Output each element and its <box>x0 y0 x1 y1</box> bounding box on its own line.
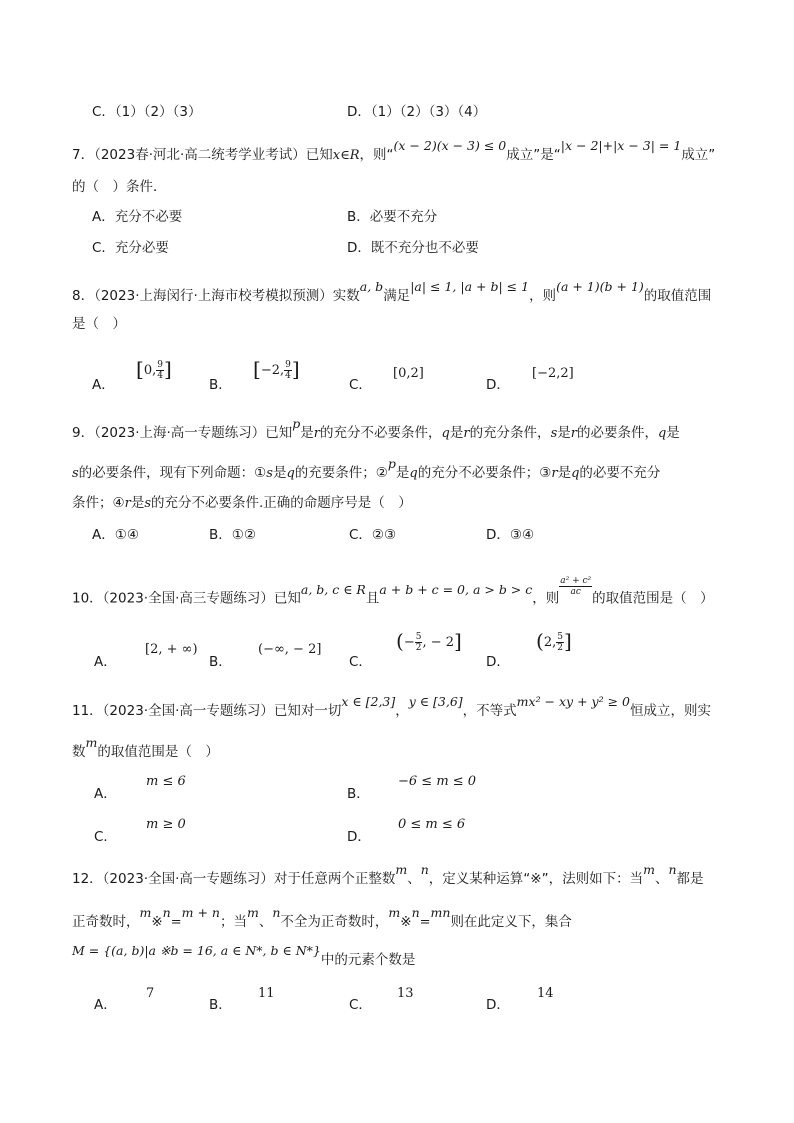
q10-vars: a, b, c ∈ R <box>300 581 366 597</box>
q7-text2: 成立”是“ <box>506 147 561 163</box>
q8-option-b-label: B． <box>209 377 232 393</box>
q12-eq: = <box>419 915 431 930</box>
q12-t: 不全为正奇数时， <box>280 914 389 930</box>
q12-option-d-label: D． <box>486 997 510 1013</box>
q7-option-b: B．必要不充分 <box>347 209 438 225</box>
q12-source: 12．（2023·全国·高一专题练习）对于任意两个正整数 <box>72 871 396 887</box>
q8-option-a-value: [0, $\frac{9}{4}$ ] <box>136 357 172 381</box>
q12-op: ※ <box>151 914 163 930</box>
q9-t: 的充要条件；② <box>294 465 388 481</box>
q12-option-c-value: 13 <box>397 986 414 1001</box>
q8-cond: |a| ≤ 1, |a + b| ≤ 1 <box>410 279 530 294</box>
q9-t: 是 <box>300 425 314 441</box>
q11-t: 的取值范围是（ ） <box>97 744 219 760</box>
q10-c-den: 2 <box>415 643 422 653</box>
q11-t: 数 <box>72 744 86 760</box>
q12-option-b-value: 11 <box>258 986 275 1001</box>
q9-stem-line1 <box>72 416 680 443</box>
q8-b-left: −2, <box>260 363 285 378</box>
q10-option-c-value: (− $\frac{5}{2}$ , − 2] <box>396 629 462 653</box>
q12-eq: = <box>170 915 182 930</box>
q10-option-a-value: [2, + ∞) <box>145 642 198 657</box>
q9-t: 的充分不必要条件；③ <box>417 465 552 481</box>
q7-option-c: C．充分必要 <box>92 240 169 256</box>
q8-option-d-label: D． <box>486 377 510 393</box>
q9-s: s <box>72 466 79 481</box>
q8-option-c-value: [0,2] <box>393 366 424 381</box>
q10-c-num: 5 <box>415 632 422 642</box>
q9-option-b: B．①② <box>209 527 256 543</box>
q10-c-neg: − <box>403 635 415 650</box>
q11-option-d-label: D． <box>347 829 371 845</box>
q9-s: s <box>266 466 273 481</box>
q10-fraction <box>559 576 592 597</box>
q8-text3: 的取值范围 <box>643 288 712 304</box>
q8-b-den: 4 <box>285 371 291 381</box>
q11-x-range: x ∈ [2,3] <box>341 694 396 709</box>
q12-n: n <box>668 862 677 877</box>
q9-q: q <box>657 426 667 441</box>
q11-stem-line1 <box>72 694 711 720</box>
q7-option-d: D．既不充分也不必要 <box>347 240 479 256</box>
q12-t: 都是 <box>676 871 704 887</box>
q9-stem-line2 <box>72 456 661 483</box>
q9-t: 条件；④ <box>72 495 125 511</box>
q9-t: 的充分不必要条件.正确的命题序号是（ ） <box>151 495 412 511</box>
q11-sep: ， <box>395 703 409 719</box>
q8-expr: (a + 1)(b + 1) <box>556 279 644 294</box>
q11-t: 恒成立，则实 <box>629 703 711 719</box>
q11-t: ，不等式 <box>462 703 517 719</box>
q8-a-den: 4 <box>157 371 163 381</box>
q11-option-c-label: C． <box>94 829 117 845</box>
q7-text1: ，则“ <box>359 147 394 163</box>
q7-stem-line1 <box>72 138 716 165</box>
q9-t: 的必要条件，现有下列命题：① <box>78 465 267 481</box>
q10-option-d-label: D． <box>486 654 510 670</box>
q8-option-c-label: C． <box>349 377 372 393</box>
q8-stem-line2: 是（ ） <box>72 316 126 332</box>
q8-option-d-value: [−2,2] <box>532 366 574 381</box>
q12-result1: m + n <box>181 905 220 920</box>
q7-text3: 成立” <box>681 147 716 163</box>
q10-cond: a + b + c = 0, a > b > c <box>379 581 533 597</box>
q9-r: r <box>124 496 131 511</box>
q12-m: m <box>388 905 401 920</box>
q12-option-a-label: A． <box>94 997 117 1013</box>
q10-d-head: 2, <box>543 635 557 650</box>
q9-t: 是 <box>130 495 145 511</box>
q8-option-a-label: A． <box>92 377 115 393</box>
q7-source: 7．（2023春·河北·高二统考学业考试）已知 <box>72 147 333 163</box>
q12-m: m <box>139 905 152 920</box>
q9-option-a: A．①④ <box>92 527 139 543</box>
q11-y-range: y ∈ [3,6] <box>408 694 463 709</box>
q9-stem-line3 <box>72 494 412 513</box>
q7-option-a: A．充分不必要 <box>92 209 183 225</box>
q10-d-num: 5 <box>557 632 563 642</box>
q10-source: 10．（2023·全国·高三专题练习）已知 <box>72 590 301 607</box>
q9-t: 的充分不必要条件， <box>320 425 442 441</box>
q12-stem-line1 <box>72 862 704 888</box>
q9-r: r <box>313 426 321 441</box>
q9-t: 是 <box>449 425 464 441</box>
q12-t: ，定义某种运算“※”，法则如下：当 <box>428 871 644 887</box>
q12-option-d-value: 14 <box>537 986 554 1001</box>
q12-m: m <box>395 862 408 877</box>
q9-source: 9．（2023·上海·高一专题练习）已知 <box>72 425 293 441</box>
q9-option-c: C．②③ <box>349 527 397 543</box>
q6-option-c: C．（1）（2）（3） <box>92 104 202 120</box>
q7-stem-line2: 的（ ）条件． <box>72 179 167 195</box>
q9-s: s <box>144 496 151 511</box>
q11-stem-line2 <box>72 735 219 761</box>
q12-t: 、 <box>258 914 273 930</box>
q12-m: m <box>643 862 655 877</box>
q9-t: 是 <box>666 425 680 441</box>
q12-option-a-value: 7 <box>146 986 155 1001</box>
q7-var: x∈R <box>332 148 360 163</box>
q8-a-left: 0, <box>143 363 157 378</box>
q10-option-b-value: (−∞, − 2] <box>258 642 322 657</box>
q9-t: 是 <box>557 425 571 441</box>
q9-r: r <box>570 426 577 441</box>
q9-t: 是 <box>395 465 410 481</box>
q12-t: 、 <box>654 871 669 887</box>
q12-n: n <box>162 905 171 920</box>
q8-b-num: 9 <box>285 360 291 370</box>
q9-r: r <box>551 466 558 481</box>
q12-n: n <box>411 905 420 920</box>
q12-result2: mn <box>430 905 451 920</box>
q9-q: q <box>409 466 418 481</box>
q9-t: 是 <box>557 465 572 481</box>
q10-frac-num: a² + c² <box>560 576 592 586</box>
q11-option-b-label: B． <box>347 786 370 802</box>
q10-option-d-value: (2, $\frac{5}{2}$ ] <box>536 629 572 653</box>
q9-q: q <box>441 426 450 441</box>
q10-option-b-label: B． <box>209 654 232 670</box>
q12-t: 、 <box>407 871 421 887</box>
q11-option-b-value: −6 ≤ m ≤ 0 <box>398 774 477 789</box>
q12-t: 正奇数时， <box>72 914 140 930</box>
q10-t: 且 <box>365 590 380 607</box>
q12-op: ※ <box>400 914 412 930</box>
q12-t: ；当 <box>219 914 247 930</box>
q9-q: q <box>286 466 295 481</box>
q11-source: 11．（2023·全国·高一专题练习）已知对一切 <box>72 703 342 719</box>
q10-c-tail: , − 2 <box>422 635 455 650</box>
q12-t: 则在此定义下，集合 <box>450 914 572 930</box>
q7-expr2: |x − 2|+|x − 3| = 1 <box>560 138 682 153</box>
q11-option-a-value: m ≤ 6 <box>146 774 186 789</box>
q10-option-a-label: A． <box>94 654 117 670</box>
q8-vars: a, b <box>359 279 384 294</box>
q9-p: p <box>387 456 396 471</box>
q9-r: r <box>463 426 470 441</box>
q8-text1: 满足 <box>383 288 411 304</box>
q8-text2: ，则 <box>529 288 557 304</box>
q10-stem-line1 <box>72 576 714 609</box>
q12-option-c-label: C． <box>349 997 372 1013</box>
q8-option-b-value: [−2, $\frac{9}{4}$ ] <box>253 357 300 381</box>
q10-d-den: 2 <box>557 643 563 653</box>
q12-m: m <box>246 905 259 920</box>
q12-option-b-label: B． <box>209 997 232 1013</box>
q11-inequality: mx² − xy + y² ≥ 0 <box>516 694 630 709</box>
q12-n: n <box>272 905 281 920</box>
q11-m: m <box>85 735 98 750</box>
q9-p: p <box>292 416 301 431</box>
q10-t: ，则 <box>532 590 560 607</box>
q12-stem-line3 <box>72 943 416 969</box>
q8-stem-line1 <box>72 279 712 305</box>
q9-option-d: D．③④ <box>486 527 535 543</box>
q12-n: n <box>420 862 429 877</box>
q9-q: q <box>571 466 580 481</box>
q9-t: 的必要不充分 <box>579 465 661 481</box>
q10-frac-den: ac <box>570 587 581 597</box>
q9-t: 的必要条件， <box>576 425 658 441</box>
q6-option-d: D．（1）（2）（3）（4） <box>347 104 487 120</box>
q7-expr1: (x − 2)(x − 3) ≤ 0 <box>393 138 507 153</box>
q10-t: 的取值范围是（ ） <box>592 590 714 607</box>
q9-t: 是 <box>272 465 287 481</box>
q11-option-a-label: A． <box>94 786 117 802</box>
q12-t: 中的元素个数是 <box>320 952 416 968</box>
q12-set: M = {(a, b)|a ※b = 16, a ∈ N*, b ∈ N*} <box>72 943 321 958</box>
q10-option-c-label: C． <box>349 654 372 670</box>
q12-stem-line2 <box>72 905 572 932</box>
q8-a-num: 9 <box>157 360 163 370</box>
q11-option-d-value: 0 ≤ m ≤ 6 <box>398 817 466 832</box>
q9-s: s <box>550 426 558 441</box>
q11-option-c-value: m ≥ 0 <box>146 817 186 832</box>
q9-t: 的充分条件， <box>469 425 551 441</box>
q8-source: 8．（2023·上海闵行·上海市校考模拟预测）实数 <box>72 288 360 304</box>
